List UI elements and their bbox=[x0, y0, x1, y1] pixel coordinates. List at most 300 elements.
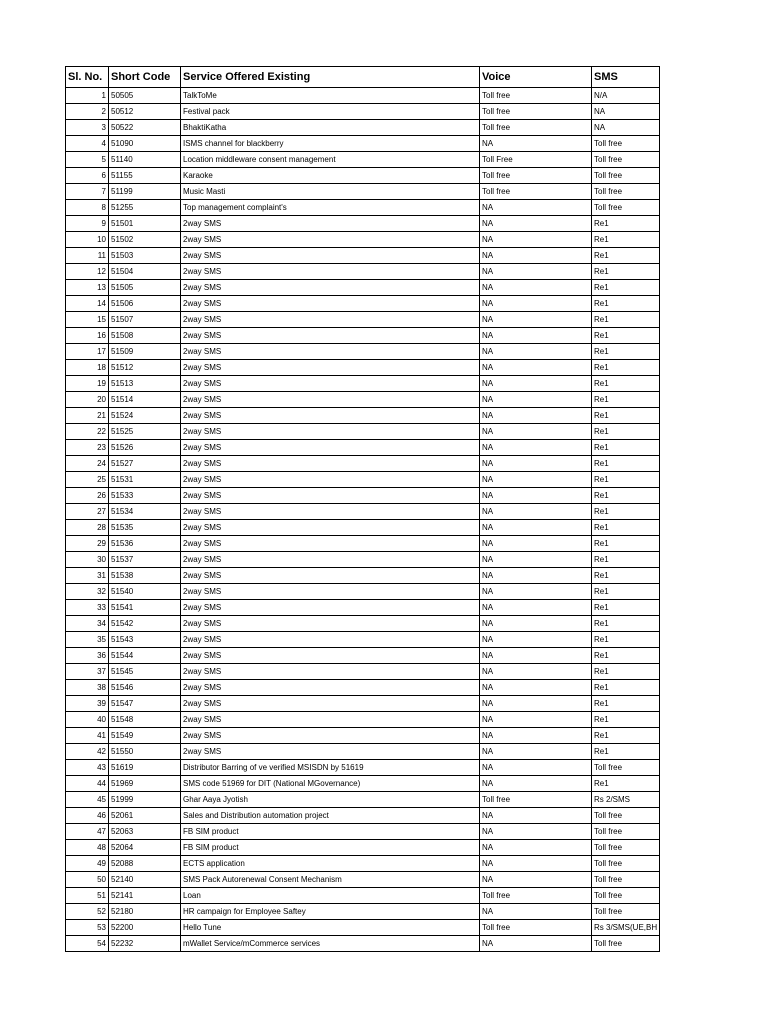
voice-cell: NA bbox=[480, 376, 592, 392]
sms-cell: Re1 bbox=[592, 488, 660, 504]
sl-no-cell: 3 bbox=[66, 120, 109, 136]
service-cell: 2way SMS bbox=[181, 296, 480, 312]
voice-cell: NA bbox=[480, 408, 592, 424]
sms-cell: Re1 bbox=[592, 584, 660, 600]
short-code-cell: 51550 bbox=[109, 744, 181, 760]
sl-no-cell: 8 bbox=[66, 200, 109, 216]
table-row bbox=[66, 696, 660, 712]
table-row bbox=[66, 520, 660, 536]
sms-cell: Rs 2/SMS bbox=[592, 792, 660, 808]
table-row bbox=[66, 456, 660, 472]
short-code-cell: 51545 bbox=[109, 664, 181, 680]
voice-cell: NA bbox=[480, 616, 592, 632]
service-cell: HR campaign for Employee Saftey bbox=[181, 904, 480, 920]
short-code-cell: 51525 bbox=[109, 424, 181, 440]
service-cell: Karaoke bbox=[181, 168, 480, 184]
sl-no-cell: 1 bbox=[66, 88, 109, 104]
service-cell: 2way SMS bbox=[181, 504, 480, 520]
short-code-cell: 51508 bbox=[109, 328, 181, 344]
voice-cell: NA bbox=[480, 664, 592, 680]
voice-cell: Toll free bbox=[480, 184, 592, 200]
sl-no-cell: 53 bbox=[66, 920, 109, 936]
voice-cell: NA bbox=[480, 776, 592, 792]
short-code-cell: 51540 bbox=[109, 584, 181, 600]
sl-no-cell: 38 bbox=[66, 680, 109, 696]
table-row bbox=[66, 664, 660, 680]
sl-no-cell: 25 bbox=[66, 472, 109, 488]
voice-cell: NA bbox=[480, 744, 592, 760]
table-row bbox=[66, 264, 660, 280]
short-code-cell: 52061 bbox=[109, 808, 181, 824]
sms-cell: Toll free bbox=[592, 200, 660, 216]
table-row bbox=[66, 600, 660, 616]
voice-cell: NA bbox=[480, 232, 592, 248]
short-code-cell: 51526 bbox=[109, 440, 181, 456]
short-code-cell: 51546 bbox=[109, 680, 181, 696]
sms-cell: Re1 bbox=[592, 552, 660, 568]
sl-no-cell: 2 bbox=[66, 104, 109, 120]
service-cell: 2way SMS bbox=[181, 744, 480, 760]
short-code-cell: 51514 bbox=[109, 392, 181, 408]
voice-cell: NA bbox=[480, 264, 592, 280]
short-code-cell: 51502 bbox=[109, 232, 181, 248]
table-row bbox=[66, 328, 660, 344]
service-cell: 2way SMS bbox=[181, 280, 480, 296]
table-body bbox=[66, 88, 660, 952]
sms-cell: Toll free bbox=[592, 168, 660, 184]
sms-cell: Re1 bbox=[592, 376, 660, 392]
voice-cell: NA bbox=[480, 568, 592, 584]
sl-no-cell: 16 bbox=[66, 328, 109, 344]
sl-no-cell: 4 bbox=[66, 136, 109, 152]
sms-cell: Re1 bbox=[592, 232, 660, 248]
short-code-cell: 51549 bbox=[109, 728, 181, 744]
voice-cell: NA bbox=[480, 760, 592, 776]
sl-no-cell: 32 bbox=[66, 584, 109, 600]
table-row bbox=[66, 792, 660, 808]
short-code-cell: 51512 bbox=[109, 360, 181, 376]
voice-cell: NA bbox=[480, 536, 592, 552]
table-row bbox=[66, 728, 660, 744]
table-row bbox=[66, 680, 660, 696]
sl-no-cell: 30 bbox=[66, 552, 109, 568]
sl-no-cell: 47 bbox=[66, 824, 109, 840]
service-cell: 2way SMS bbox=[181, 552, 480, 568]
service-cell: 2way SMS bbox=[181, 712, 480, 728]
sl-no-cell: 46 bbox=[66, 808, 109, 824]
service-cell: 2way SMS bbox=[181, 392, 480, 408]
table-row bbox=[66, 440, 660, 456]
short-code-cell: 51969 bbox=[109, 776, 181, 792]
short-code-cell: 51547 bbox=[109, 696, 181, 712]
short-code-cell: 51542 bbox=[109, 616, 181, 632]
sms-cell: Re1 bbox=[592, 632, 660, 648]
voice-cell: Toll Free bbox=[480, 152, 592, 168]
short-code-cell: 51537 bbox=[109, 552, 181, 568]
service-cell: 2way SMS bbox=[181, 344, 480, 360]
voice-cell: Toll free bbox=[480, 104, 592, 120]
voice-cell: NA bbox=[480, 552, 592, 568]
sms-cell: Toll free bbox=[592, 872, 660, 888]
service-cell: 2way SMS bbox=[181, 616, 480, 632]
short-code-cell: 51534 bbox=[109, 504, 181, 520]
sms-cell: Re1 bbox=[592, 776, 660, 792]
service-cell: 2way SMS bbox=[181, 584, 480, 600]
short-code-cell: 52200 bbox=[109, 920, 181, 936]
service-cell: 2way SMS bbox=[181, 408, 480, 424]
sms-cell: Re1 bbox=[592, 568, 660, 584]
sms-cell: Rs 3/SMS(UE,BH bbox=[592, 920, 660, 936]
table-row bbox=[66, 136, 660, 152]
table-row bbox=[66, 744, 660, 760]
voice-cell: NA bbox=[480, 424, 592, 440]
service-cell: 2way SMS bbox=[181, 568, 480, 584]
table-row bbox=[66, 200, 660, 216]
sl-no-cell: 22 bbox=[66, 424, 109, 440]
sl-no-cell: 48 bbox=[66, 840, 109, 856]
table-row bbox=[66, 536, 660, 552]
table-row bbox=[66, 472, 660, 488]
service-cell: 2way SMS bbox=[181, 520, 480, 536]
table-row bbox=[66, 632, 660, 648]
service-cell: 2way SMS bbox=[181, 440, 480, 456]
service-cell: 2way SMS bbox=[181, 696, 480, 712]
service-cell: TalkToMe bbox=[181, 88, 480, 104]
short-code-cell: 51513 bbox=[109, 376, 181, 392]
short-code-table bbox=[65, 66, 660, 952]
sms-cell: Re1 bbox=[592, 360, 660, 376]
sms-cell: Re1 bbox=[592, 296, 660, 312]
table-row bbox=[66, 840, 660, 856]
service-cell: Loan bbox=[181, 888, 480, 904]
table-row bbox=[66, 712, 660, 728]
short-code-cell: 50522 bbox=[109, 120, 181, 136]
short-code-cell: 51535 bbox=[109, 520, 181, 536]
table-row bbox=[66, 184, 660, 200]
service-cell: FB SIM product bbox=[181, 840, 480, 856]
sl-no-cell: 26 bbox=[66, 488, 109, 504]
sms-cell: Re1 bbox=[592, 280, 660, 296]
table-row bbox=[66, 824, 660, 840]
sl-no-cell: 52 bbox=[66, 904, 109, 920]
table-row bbox=[66, 248, 660, 264]
sl-no-cell: 41 bbox=[66, 728, 109, 744]
sl-no-cell: 14 bbox=[66, 296, 109, 312]
short-code-cell: 51533 bbox=[109, 488, 181, 504]
service-cell: FB SIM product bbox=[181, 824, 480, 840]
service-cell: 2way SMS bbox=[181, 456, 480, 472]
sl-no-cell: 23 bbox=[66, 440, 109, 456]
voice-cell: Toll free bbox=[480, 168, 592, 184]
sl-no-cell: 49 bbox=[66, 856, 109, 872]
sms-cell: Toll free bbox=[592, 760, 660, 776]
service-cell: Hello Tune bbox=[181, 920, 480, 936]
short-code-cell: 51506 bbox=[109, 296, 181, 312]
sms-cell: Toll free bbox=[592, 904, 660, 920]
short-code-cell: 51541 bbox=[109, 600, 181, 616]
service-cell: 2way SMS bbox=[181, 312, 480, 328]
service-cell: 2way SMS bbox=[181, 264, 480, 280]
sl-no-cell: 51 bbox=[66, 888, 109, 904]
sms-cell: Re1 bbox=[592, 616, 660, 632]
sms-cell: Re1 bbox=[592, 216, 660, 232]
sl-no-cell: 17 bbox=[66, 344, 109, 360]
table-row bbox=[66, 376, 660, 392]
service-cell: BhaktiKatha bbox=[181, 120, 480, 136]
voice-cell: NA bbox=[480, 504, 592, 520]
sl-no-cell: 19 bbox=[66, 376, 109, 392]
table-row bbox=[66, 88, 660, 104]
sms-cell: Toll free bbox=[592, 136, 660, 152]
sms-cell: Re1 bbox=[592, 248, 660, 264]
table-row bbox=[66, 568, 660, 584]
sl-no-cell: 27 bbox=[66, 504, 109, 520]
sl-no-cell: 5 bbox=[66, 152, 109, 168]
sms-cell: NA bbox=[592, 104, 660, 120]
sl-no-cell: 29 bbox=[66, 536, 109, 552]
voice-cell: Toll free bbox=[480, 120, 592, 136]
short-code-cell: 51504 bbox=[109, 264, 181, 280]
sl-no-cell: 6 bbox=[66, 168, 109, 184]
service-cell: 2way SMS bbox=[181, 472, 480, 488]
sl-no-cell: 18 bbox=[66, 360, 109, 376]
short-code-cell: 51999 bbox=[109, 792, 181, 808]
table-row bbox=[66, 552, 660, 568]
short-code-cell: 51090 bbox=[109, 136, 181, 152]
table-row bbox=[66, 888, 660, 904]
table-row bbox=[66, 360, 660, 376]
sms-cell: Re1 bbox=[592, 440, 660, 456]
table-row bbox=[66, 936, 660, 952]
short-code-cell: 52088 bbox=[109, 856, 181, 872]
short-code-cell: 51255 bbox=[109, 200, 181, 216]
voice-cell: NA bbox=[480, 488, 592, 504]
short-code-cell: 52064 bbox=[109, 840, 181, 856]
sms-cell: Toll free bbox=[592, 184, 660, 200]
table-row bbox=[66, 504, 660, 520]
short-code-cell: 51543 bbox=[109, 632, 181, 648]
sms-cell: Toll free bbox=[592, 824, 660, 840]
sms-cell: NA bbox=[592, 120, 660, 136]
sl-no-cell: 44 bbox=[66, 776, 109, 792]
sl-no-cell: 42 bbox=[66, 744, 109, 760]
sms-cell: Toll free bbox=[592, 888, 660, 904]
service-cell: 2way SMS bbox=[181, 424, 480, 440]
sl-no-cell: 12 bbox=[66, 264, 109, 280]
voice-cell: NA bbox=[480, 936, 592, 952]
short-code-cell: 52063 bbox=[109, 824, 181, 840]
service-cell: SMS Pack Autorenewal Consent Mechanism bbox=[181, 872, 480, 888]
table-row bbox=[66, 424, 660, 440]
sms-cell: Re1 bbox=[592, 712, 660, 728]
sms-cell: N/A bbox=[592, 88, 660, 104]
header-sms: SMS bbox=[592, 67, 660, 88]
sl-no-cell: 39 bbox=[66, 696, 109, 712]
sms-cell: Re1 bbox=[592, 424, 660, 440]
short-code-cell: 51544 bbox=[109, 648, 181, 664]
table-row bbox=[66, 280, 660, 296]
short-code-cell: 51501 bbox=[109, 216, 181, 232]
sl-no-cell: 9 bbox=[66, 216, 109, 232]
voice-cell: NA bbox=[480, 840, 592, 856]
service-cell: SMS code 51969 for DIT (National MGovernance) bbox=[181, 776, 480, 792]
sms-cell: Re1 bbox=[592, 600, 660, 616]
sms-cell: Re1 bbox=[592, 344, 660, 360]
service-cell: 2way SMS bbox=[181, 328, 480, 344]
short-code-cell: 51507 bbox=[109, 312, 181, 328]
voice-cell: NA bbox=[480, 520, 592, 536]
service-cell: 2way SMS bbox=[181, 728, 480, 744]
sms-cell: Toll free bbox=[592, 840, 660, 856]
sl-no-cell: 15 bbox=[66, 312, 109, 328]
service-cell: 2way SMS bbox=[181, 664, 480, 680]
sms-cell: Re1 bbox=[592, 312, 660, 328]
sms-cell: Re1 bbox=[592, 520, 660, 536]
short-code-cell: 51531 bbox=[109, 472, 181, 488]
voice-cell: NA bbox=[480, 248, 592, 264]
table-row bbox=[66, 616, 660, 632]
table-row bbox=[66, 104, 660, 120]
short-code-cell: 51538 bbox=[109, 568, 181, 584]
service-cell: 2way SMS bbox=[181, 600, 480, 616]
voice-cell: NA bbox=[480, 872, 592, 888]
voice-cell: NA bbox=[480, 456, 592, 472]
table-row bbox=[66, 344, 660, 360]
sms-cell: Re1 bbox=[592, 456, 660, 472]
service-cell: Top management complaint's bbox=[181, 200, 480, 216]
service-cell: 2way SMS bbox=[181, 632, 480, 648]
voice-cell: NA bbox=[480, 136, 592, 152]
short-code-cell: 50505 bbox=[109, 88, 181, 104]
sms-cell: Re1 bbox=[592, 728, 660, 744]
voice-cell: NA bbox=[480, 808, 592, 824]
table-row bbox=[66, 856, 660, 872]
short-code-cell: 52232 bbox=[109, 936, 181, 952]
header-service: Service Offered Existing bbox=[181, 67, 480, 88]
service-cell: mWallet Service/mCommerce services bbox=[181, 936, 480, 952]
table-row bbox=[66, 168, 660, 184]
voice-cell: NA bbox=[480, 632, 592, 648]
short-code-cell: 51536 bbox=[109, 536, 181, 552]
sms-cell: Toll free bbox=[592, 152, 660, 168]
sms-cell: Re1 bbox=[592, 408, 660, 424]
table-row bbox=[66, 312, 660, 328]
voice-cell: NA bbox=[480, 280, 592, 296]
voice-cell: NA bbox=[480, 344, 592, 360]
short-code-cell: 51619 bbox=[109, 760, 181, 776]
sms-cell: Re1 bbox=[592, 696, 660, 712]
sms-cell: Re1 bbox=[592, 328, 660, 344]
service-cell: 2way SMS bbox=[181, 488, 480, 504]
service-cell: Location middleware consent management bbox=[181, 152, 480, 168]
sms-cell: Re1 bbox=[592, 664, 660, 680]
service-cell: ISMS channel for blackberry bbox=[181, 136, 480, 152]
voice-cell: NA bbox=[480, 824, 592, 840]
short-code-cell: 51509 bbox=[109, 344, 181, 360]
sl-no-cell: 33 bbox=[66, 600, 109, 616]
service-cell: Music Masti bbox=[181, 184, 480, 200]
sms-cell: Toll free bbox=[592, 856, 660, 872]
sms-cell: Toll free bbox=[592, 936, 660, 952]
voice-cell: Toll free bbox=[480, 888, 592, 904]
table-row bbox=[66, 760, 660, 776]
short-code-cell: 51548 bbox=[109, 712, 181, 728]
table-row bbox=[66, 808, 660, 824]
short-code-cell: 51199 bbox=[109, 184, 181, 200]
sl-no-cell: 11 bbox=[66, 248, 109, 264]
sms-cell: Re1 bbox=[592, 536, 660, 552]
header-voice: Voice bbox=[480, 67, 592, 88]
short-code-cell: 52141 bbox=[109, 888, 181, 904]
table-row bbox=[66, 584, 660, 600]
service-cell: ECTS application bbox=[181, 856, 480, 872]
sms-cell: Re1 bbox=[592, 648, 660, 664]
header-short-code: Short Code bbox=[109, 67, 181, 88]
voice-cell: NA bbox=[480, 440, 592, 456]
service-cell: 2way SMS bbox=[181, 648, 480, 664]
service-cell: 2way SMS bbox=[181, 680, 480, 696]
table-row bbox=[66, 216, 660, 232]
service-cell: 2way SMS bbox=[181, 232, 480, 248]
short-code-cell: 51505 bbox=[109, 280, 181, 296]
voice-cell: NA bbox=[480, 712, 592, 728]
short-code-cell: 51503 bbox=[109, 248, 181, 264]
service-cell: 2way SMS bbox=[181, 248, 480, 264]
sms-cell: Re1 bbox=[592, 392, 660, 408]
table-row bbox=[66, 120, 660, 136]
service-cell: Sales and Distribution automation project bbox=[181, 808, 480, 824]
voice-cell: NA bbox=[480, 600, 592, 616]
table-row bbox=[66, 488, 660, 504]
sms-cell: Re1 bbox=[592, 472, 660, 488]
voice-cell: NA bbox=[480, 648, 592, 664]
table-row bbox=[66, 296, 660, 312]
sl-no-cell: 21 bbox=[66, 408, 109, 424]
sl-no-cell: 13 bbox=[66, 280, 109, 296]
service-cell: Ghar Aaya Jyotish bbox=[181, 792, 480, 808]
service-cell: Distributor Barring of ve verified MSISDN by 51619 bbox=[181, 760, 480, 776]
voice-cell: Toll free bbox=[480, 920, 592, 936]
sl-no-cell: 45 bbox=[66, 792, 109, 808]
sl-no-cell: 28 bbox=[66, 520, 109, 536]
voice-cell: NA bbox=[480, 728, 592, 744]
voice-cell: NA bbox=[480, 472, 592, 488]
voice-cell: Toll free bbox=[480, 88, 592, 104]
sms-cell: Toll free bbox=[592, 808, 660, 824]
voice-cell: NA bbox=[480, 312, 592, 328]
short-code-cell: 50512 bbox=[109, 104, 181, 120]
sl-no-cell: 10 bbox=[66, 232, 109, 248]
sl-no-cell: 31 bbox=[66, 568, 109, 584]
short-code-cell: 52140 bbox=[109, 872, 181, 888]
sl-no-cell: 20 bbox=[66, 392, 109, 408]
voice-cell: NA bbox=[480, 296, 592, 312]
sms-cell: Re1 bbox=[592, 680, 660, 696]
sl-no-cell: 50 bbox=[66, 872, 109, 888]
short-code-cell: 51527 bbox=[109, 456, 181, 472]
voice-cell: NA bbox=[480, 216, 592, 232]
sl-no-cell: 37 bbox=[66, 664, 109, 680]
sl-no-cell: 34 bbox=[66, 616, 109, 632]
table-row bbox=[66, 776, 660, 792]
header-row bbox=[66, 67, 660, 88]
header-sl-no: Sl. No. bbox=[66, 67, 109, 88]
voice-cell: NA bbox=[480, 200, 592, 216]
sl-no-cell: 7 bbox=[66, 184, 109, 200]
table-row bbox=[66, 872, 660, 888]
voice-cell: Toll free bbox=[480, 792, 592, 808]
table-row bbox=[66, 920, 660, 936]
